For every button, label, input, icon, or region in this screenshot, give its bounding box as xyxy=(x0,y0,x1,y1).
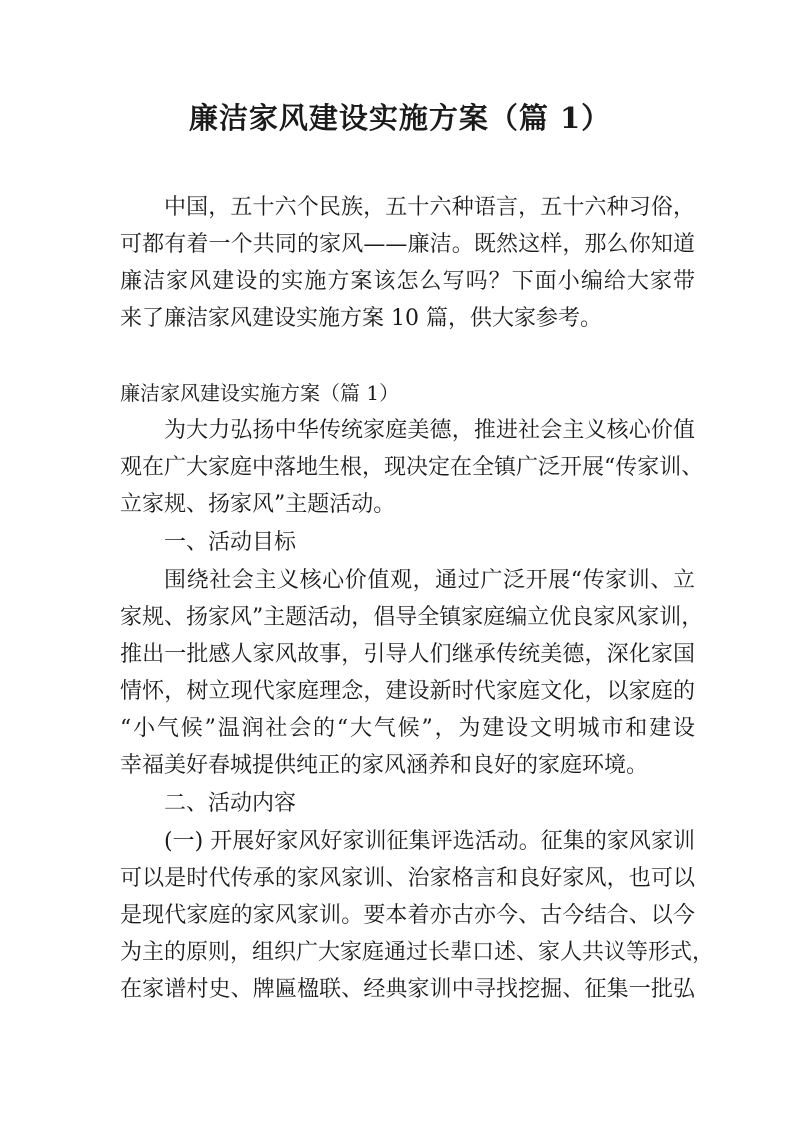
para2-line-1: 围绕社会主义核心价值观，通过广泛开展“传家训、立 xyxy=(164,568,695,593)
section-heading: 廉洁家风建设实施方案（篇 1） xyxy=(120,381,400,405)
para1-line-3: 立家规、扬家风”主题活动。 xyxy=(120,492,396,517)
heading-activity-goals: 一、活动目标 xyxy=(164,530,297,555)
para2-line-5: “小气候”温润社会的“大气候”，为建设文明城市和建设 xyxy=(120,716,695,741)
para3-line-1: (一) 开展好家风好家训征集评选活动。征集的家风家训 xyxy=(164,829,695,854)
para3-line-4: 为主的原则，组织广大家庭通过长辈口述、家人共议等形式， xyxy=(120,940,715,965)
heading-activity-content: 二、活动内容 xyxy=(164,791,297,816)
para1-line-1: 为大力弘扬中华传统家庭美德，推进社会主义核心价值 xyxy=(164,418,695,443)
para3-line-3: 是现代家庭的家风家训。要本着亦古亦今、古今结合、以今 xyxy=(120,903,695,928)
para2-line-2: 家规、扬家风”主题活动，倡导全镇家庭编立优良家风家训， xyxy=(120,605,704,630)
intro-line-3: 廉洁家风建设的实施方案该怎么写吗？下面小编给大家带 xyxy=(120,269,695,294)
intro-line-4: 来了廉洁家风建设实施方案 10 篇，供大家参考。 xyxy=(120,306,602,331)
para2-line-4: 情怀，树立现代家庭理念，建设新时代家庭文化，以家庭的 xyxy=(120,679,695,704)
page-title: 廉洁家风建设实施方案（篇 1） xyxy=(188,101,612,135)
para1-line-2: 观在广大家庭中落地生根，现决定在全镇广泛开展“传家训、 xyxy=(120,455,704,480)
intro-line-1: 中国，五十六个民族，五十六种语言，五十六种习俗， xyxy=(164,195,695,220)
intro-line-2: 可都有着一个共同的家风——廉洁。既然这样，那么你知道 xyxy=(120,232,695,257)
para2-line-6: 幸福美好春城提供纯正的家风涵养和良好的家庭环境。 xyxy=(120,753,649,778)
para2-line-3: 推出一批感人家风故事，引导人们继承传统美德，深化家国 xyxy=(120,642,695,667)
para3-line-2: 可以是时代传承的家风家训、治家格言和良好家风，也可以 xyxy=(120,866,695,891)
para3-line-5: 在家谱村史、牌匾楹联、经典家训中寻找挖掘、征集一批弘 xyxy=(120,977,695,1002)
